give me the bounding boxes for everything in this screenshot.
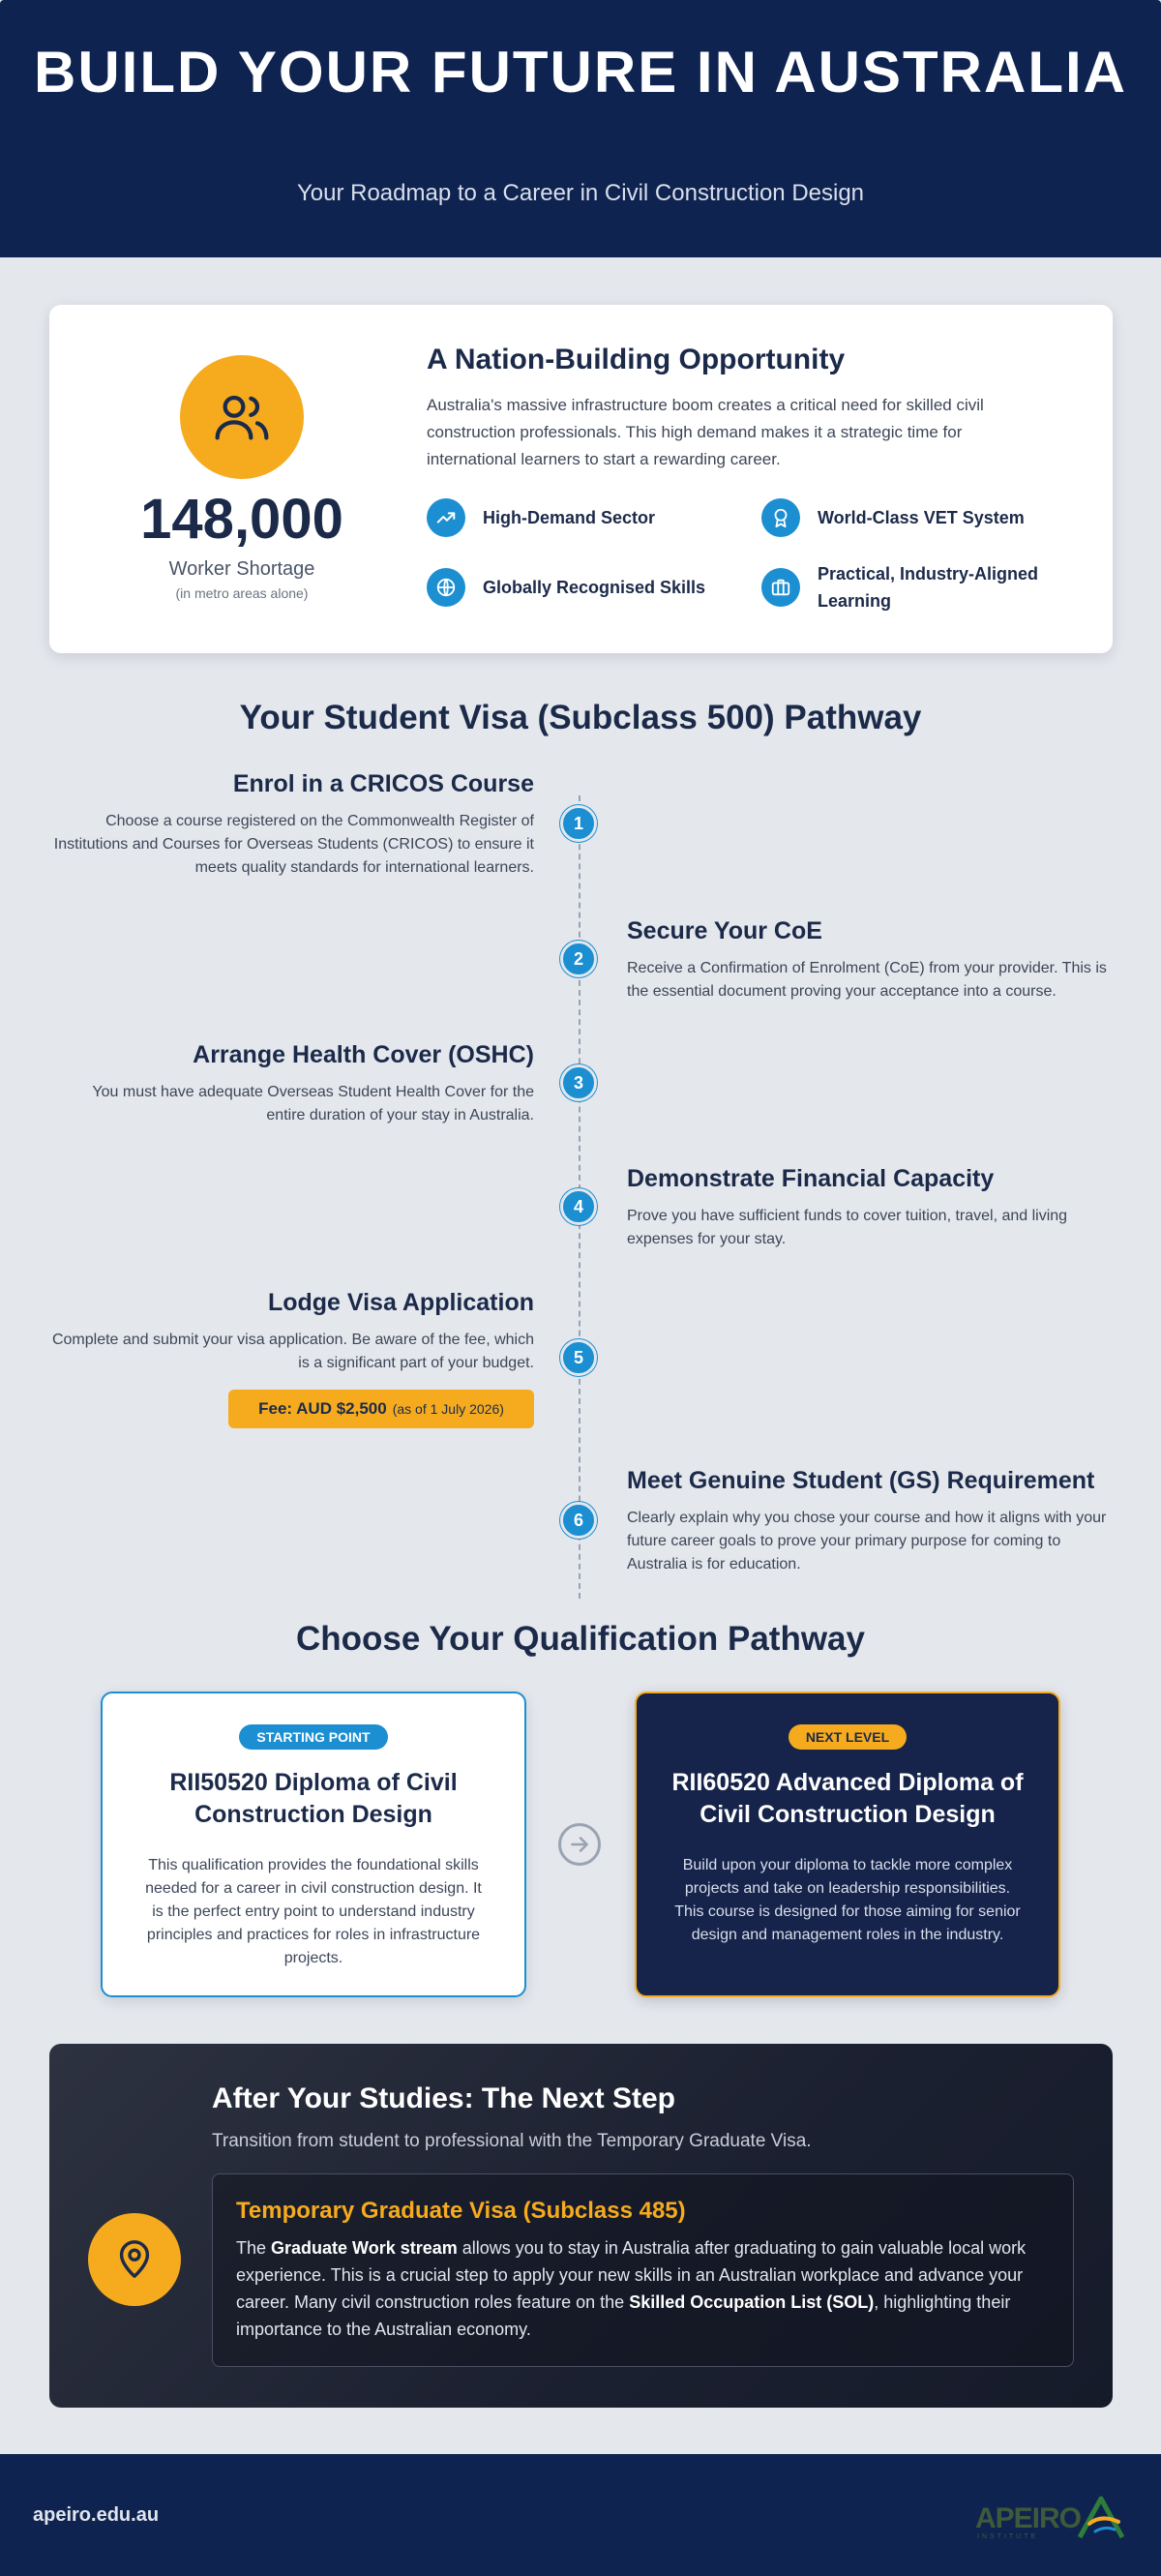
step-number-4: 4 [560, 1188, 597, 1225]
opportunity-heading: A Nation-Building Opportunity [427, 344, 846, 375]
graduate-visa-text [236, 2234, 1050, 2343]
worker-shortage-value: 148,000 [140, 488, 343, 551]
page-header [0, 0, 1161, 257]
next-level-badge: NEXT LEVEL [789, 1724, 907, 1750]
map-pin-icon [88, 2213, 181, 2306]
apeiro-logo [975, 2491, 1130, 2543]
logo-subtext: INSTITUTE [977, 2533, 1039, 2540]
page-footer [0, 2454, 1161, 2576]
briefcase-icon [761, 568, 800, 607]
step-number-3: 3 [560, 1064, 597, 1101]
feature-label: Practical, Industry-Aligned Learning [818, 564, 1039, 611]
opportunity-description: Australia's massive infrastructure boom creates a critical need for skilled civil construction professionals. This high demand makes it a strategic time for international learners to start a rewarding career. [427, 396, 984, 468]
starting-point-badge: STARTING POINT [239, 1724, 387, 1750]
step-number-6: 6 [560, 1502, 597, 1539]
worker-shortage-label: Worker Shortage [168, 558, 315, 580]
arrow-right-icon [558, 1823, 601, 1866]
step-title: Meet Genuine Student (GS) Requirement [627, 1467, 1095, 1494]
visa-fee-note: (as of 1 July 2026) [392, 1401, 504, 1417]
feature-high-demand [427, 498, 655, 537]
step-title: Secure Your CoE [627, 917, 822, 944]
graduate-work-stream-emphasis: Graduate Work stream [271, 2238, 458, 2258]
text-segment: The [236, 2238, 272, 2258]
step-title: Enrol in a CRICOS Course [232, 770, 534, 797]
opportunity-card [49, 305, 1113, 653]
visa-step-1 [50, 770, 534, 880]
feature-global-skills [427, 568, 705, 607]
advanced-diploma-card [635, 1692, 1060, 1997]
visa-step-3 [50, 1041, 534, 1127]
users-icon [180, 355, 304, 479]
diploma-description: This qualification provides the foundational skills needed for a career in civil construction design. It is the perfect entry point to understand industry principles and practices for roles in infrastructure projects. [145, 1857, 482, 1966]
text-segment: , highlighting their importance to the Australian economy. [236, 2292, 1011, 2339]
graduate-visa-title: Temporary Graduate Visa (Subclass 485) [236, 2198, 686, 2224]
visa-step-5 [50, 1289, 534, 1375]
website-link[interactable]: apeiro.edu.au [33, 2504, 160, 2526]
page-subtitle: Your Roadmap to a Career in Civil Construction Design [296, 180, 865, 206]
step-text: You must have adequate Overseas Student Health Cover for the entire duration of your stay in Australia. [92, 1084, 534, 1123]
step-title: Lodge Visa Application [267, 1289, 534, 1316]
step-text: Receive a Confirmation of Enrolment (CoE) from your provider. This is the essential document proving your acceptance into a course. [627, 960, 1107, 1000]
feature-vet-system [761, 498, 1025, 537]
step-text: Choose a course registered on the Commonwealth Register of Institutions and Courses for Overseas Students (CRICOS) to ensure it meets quality standards for international learners. [53, 813, 534, 876]
feature-label: Globally Recognised Skills [483, 578, 706, 597]
step-text: Prove you have sufficient funds to cover tuition, travel, and living expenses for your stay. [627, 1208, 1068, 1247]
visa-fee-amount: Fee: AUD $2,500 [258, 1399, 387, 1418]
sol-emphasis: Skilled Occupation List (SOL) [629, 2292, 875, 2312]
logo-mark-icon [1076, 2495, 1126, 2541]
page-title: BUILD YOUR FUTURE IN AUSTRALIA [34, 40, 1127, 105]
visa-step-6 [627, 1467, 1111, 1576]
after-studies-section [49, 2044, 1113, 2408]
after-studies-lead: Transition from student to professional with the Temporary Graduate Visa. [212, 2131, 812, 2151]
worker-shortage-note: (in metro areas alone) [175, 585, 309, 601]
visa-step-4 [627, 1165, 1111, 1251]
advanced-diploma-description: Build upon your diploma to tackle more complex projects and take on leadership responsibilities. This course is designed for those aiming for senior design and management roles in the industry. [674, 1857, 1021, 1943]
globe-icon [427, 568, 465, 607]
diploma-title: RII50520 Diploma of Civil Construction Design [169, 1769, 458, 1828]
step-number-2: 2 [560, 941, 597, 977]
feature-practical-learning [761, 560, 1069, 614]
qualification-title: Choose Your Qualification Pathway [296, 1620, 865, 1658]
visa-fee-badge [228, 1390, 534, 1428]
step-text: Clearly explain why you chose your course and how it aligns with your future career goals to prove your primary purpose for coming to Australia is for education. [627, 1510, 1107, 1573]
visa-step-2 [627, 917, 1111, 1003]
graduate-visa-box [212, 2173, 1074, 2367]
step-text: Complete and submit your visa application. Be aware of the fee, which is a significant part of your budget. [51, 1332, 534, 1371]
logo-wordmark: APEIRO [975, 2502, 1082, 2534]
step-title: Arrange Health Cover (OSHC) [193, 1041, 534, 1068]
feature-label: World-Class VET System [818, 508, 1025, 527]
after-studies-title: After Your Studies: The Next Step [212, 2082, 675, 2114]
step-number-5: 5 [560, 1339, 597, 1376]
award-icon [761, 498, 800, 537]
feature-label: High-Demand Sector [483, 508, 656, 527]
step-title: Demonstrate Financial Capacity [627, 1165, 995, 1192]
visa-pathway-title: Your Student Visa (Subclass 500) Pathway [239, 699, 922, 736]
advanced-diploma-title: RII60520 Advanced Diploma of Civil Construction Design [671, 1769, 1024, 1828]
text-segment: allows you to stay in Australia after graduating to gain valuable local work experience. This is a crucial step to apply your new skills in an Australian workplace and advance your career. Many civil construction roles feature on the [236, 2238, 1027, 2312]
step-number-1: 1 [560, 805, 597, 842]
trending-up-icon [427, 498, 465, 537]
diploma-card [101, 1692, 526, 1997]
